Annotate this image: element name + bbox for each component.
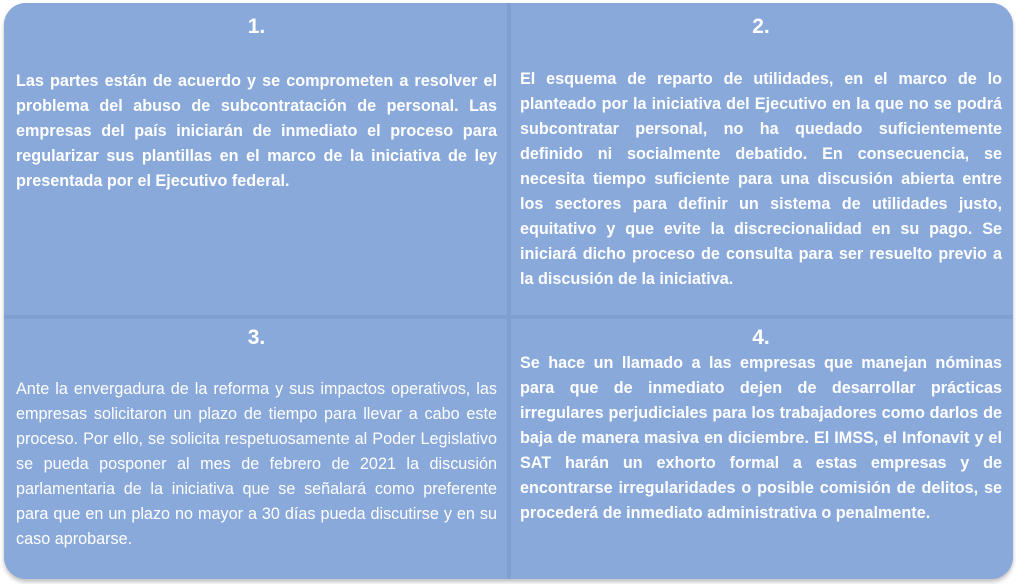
agreement-cell-1: [4, 3, 507, 315]
cell-text: Ante la envergadura de la reforma y sus impactos operativos, las empresas solicitaron un plazo de tiempo para llevar a cabo este proceso. Por ello, se solicita respetuosamente al Poder Legislativo se pueda posponer al mes de febrero de 2021 la discusión parlamentaria de la iniciativa que se señalará como preferente para que en un plazo no mayor a 30 días pueda discutirse y en su caso aprobarse.: [16, 380, 497, 548]
cell-text: Las partes están de acuerdo y se comprometen a resolver el problema del abuso de subcontratación de personal. Las empresas del país iniciarán de inmediato el proceso para regularizar sus plantillas en el marco de la iniciativa de ley presentada por el Ejecutivo federal.: [16, 72, 497, 190]
cell-text: El esquema de reparto de utilidades, en el marco de lo planteado por la iniciativa del Ejecutivo en la que no se podrá subcontratar personal, no ha quedado suficientemente definido ni socialmente debatido. En consecuencia, se necesita tiempo suficiente para una discusión abierta entre los sectores para definir un sistema de utilidades justo, equitativo y que evite la discrecionalidad en su pago. Se iniciará dicho proceso de consulta para ser resuelto previo a la discusión de la iniciativa.: [520, 70, 1002, 288]
agreement-table: [4, 3, 1013, 579]
cell-number: 2.: [752, 15, 770, 38]
cell-text: Se hace un llamado a las empresas que manejan nóminas para que de inmediato dejen de desarrollar prácticas irregulares perjudiciales para los trabajadores como darlos de baja de manera masiva en diciembre. El IMSS, el Infonavit y el SAT harán un exhorto formal a estas empresas y de encontrarse irregularidades o posible comisión de delitos, se procederá de inmediato administrativa o penalmente.: [520, 354, 1002, 522]
cell-number: 4.: [752, 326, 770, 349]
cell-number: 1.: [247, 15, 266, 38]
agreement-cell-3: [4, 319, 507, 579]
agreement-cell-4: [511, 319, 1013, 579]
cell-number: 3.: [247, 326, 266, 349]
agreement-cell-2: [511, 3, 1013, 315]
